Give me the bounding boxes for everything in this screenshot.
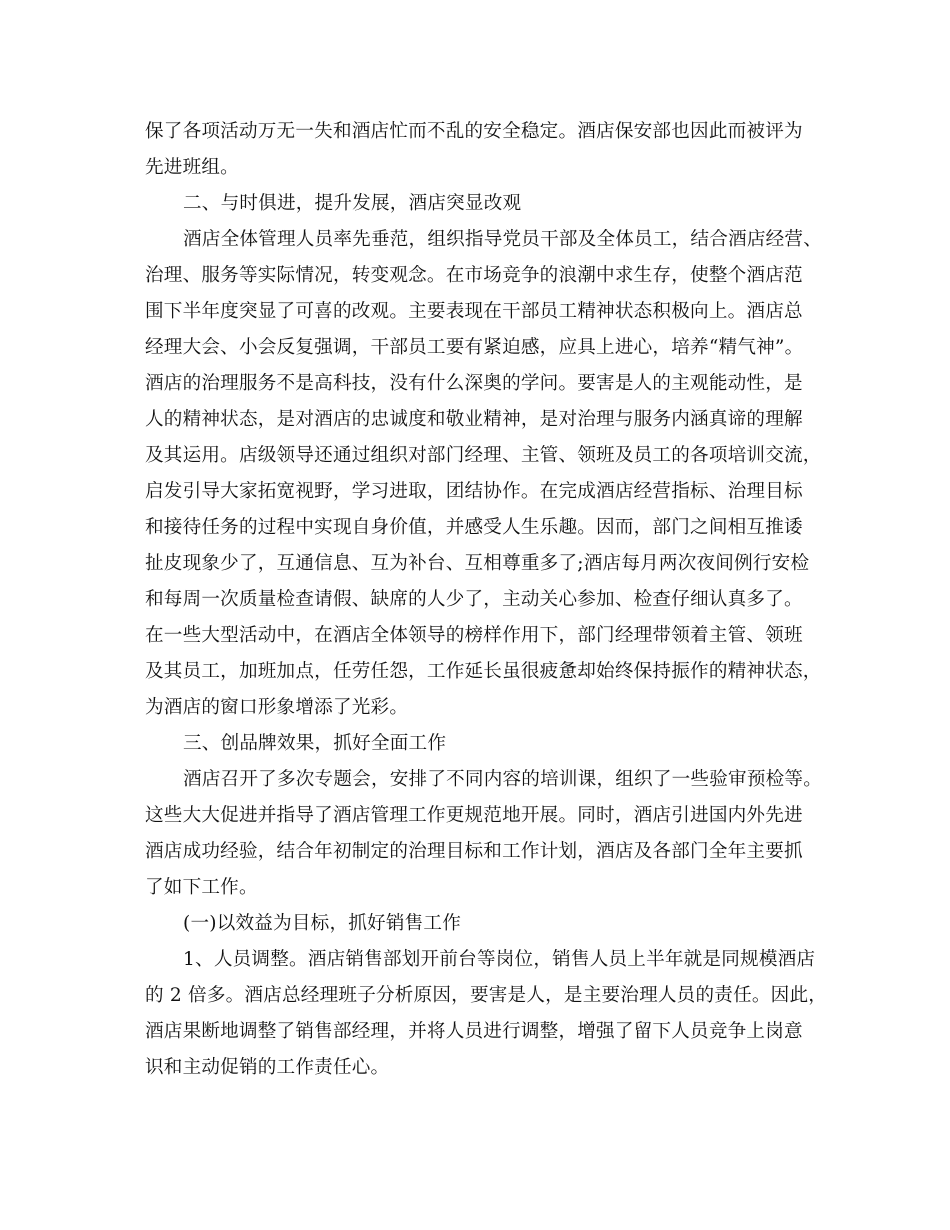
text-line: 识和主动促销的工作责任心。 bbox=[145, 1057, 390, 1078]
subsection-heading: (一)以效益为目标，抓好销售工作 bbox=[183, 913, 462, 934]
text-line: 为酒店的窗口形象增添了光彩。 bbox=[145, 697, 409, 718]
text-line: 1、人员调整。酒店销售部划开前台等岗位，销售人员上半年就是同规模酒店 bbox=[183, 949, 816, 970]
text-line: 酒店成功经验，结合年初制定的治理目标和工作计划，酒店及各部门全年主要抓 bbox=[145, 841, 803, 862]
text-line: 经理大会、小会反复强调，干部员工要有紧迫感，应具上进心，培养“精气神”。 bbox=[145, 337, 804, 358]
text-line: 酒店全体管理人员率先垂范，组织指导党员干部及全体员工，结合酒店经营、 bbox=[183, 229, 822, 250]
text-line: 了如下工作。 bbox=[145, 877, 258, 898]
text-line: 酒店召开了多次专题会，安排了不同内容的培训课，组织了一些验审预检等。 bbox=[183, 769, 822, 790]
text-line: 这些大大促进并指导了酒店管理工作更规范地开展。同时，酒店引进国内外先进 bbox=[145, 805, 803, 826]
text-line: 治理、服务等实际情况，转变观念。在市场竞争的浪潮中求生存，使整个酒店范 bbox=[145, 265, 803, 286]
text-line: 保了各项活动万无一失和酒店忙而不乱的安全稳定。酒店保安部也因此而被评为 bbox=[145, 121, 803, 142]
text-line: 和每周一次质量检查请假、缺席的人少了，主动关心参加、检查仔细认真多了。 bbox=[145, 589, 803, 610]
text-line: 启发引导大家拓宽视野，学习进取，团结协作。在完成酒店经营指标、治理目标 bbox=[145, 481, 803, 502]
text-line: 在一些大型活动中，在酒店全体领导的榜样作用下，部门经理带领着主管、领班 bbox=[145, 625, 803, 646]
text-line: 及其员工，加班加点，任劳任怨，工作延长虽很疲惫却始终保持振作的精神状态， bbox=[145, 661, 822, 682]
text-line: 酒店果断地调整了销售部经理，并将人员进行调整，增强了留下人员竞争上岗意 bbox=[145, 1021, 803, 1042]
text-line: 先进班组。 bbox=[145, 157, 239, 178]
section-heading: 二、与时俱进，提升发展，酒店突显改观 bbox=[183, 193, 522, 214]
text-line: 和接待任务的过程中实现自身价值，并感受人生乐趣。因而，部门之间相互推诿 bbox=[145, 517, 803, 538]
text-line: 酒店的治理服务不是高科技，没有什么深奥的学问。要害是人的主观能动性，是 bbox=[145, 373, 803, 394]
text-line: 及其运用。店级领导还通过组织对部门经理、主管、领班及员工的各项培训交流， bbox=[145, 445, 822, 466]
text-line: 围下半年度突显了可喜的改观。主要表现在干部员工精神状态积极向上。酒店总 bbox=[145, 301, 803, 322]
section-heading: 三、创品牌效果，抓好全面工作 bbox=[183, 733, 447, 754]
text-line: 的 2 倍多。酒店总经理班子分析原因，要害是人，是主要治理人员的责任。因此， bbox=[145, 985, 828, 1006]
text-line: 人的精神状态，是对酒店的忠诚度和敬业精神，是对治理与服务内涵真谛的理解 bbox=[145, 409, 803, 430]
text-line: 扯皮现象少了，互通信息、互为补台、互相尊重多了;酒店每月两次夜间例行安检 bbox=[145, 553, 810, 574]
